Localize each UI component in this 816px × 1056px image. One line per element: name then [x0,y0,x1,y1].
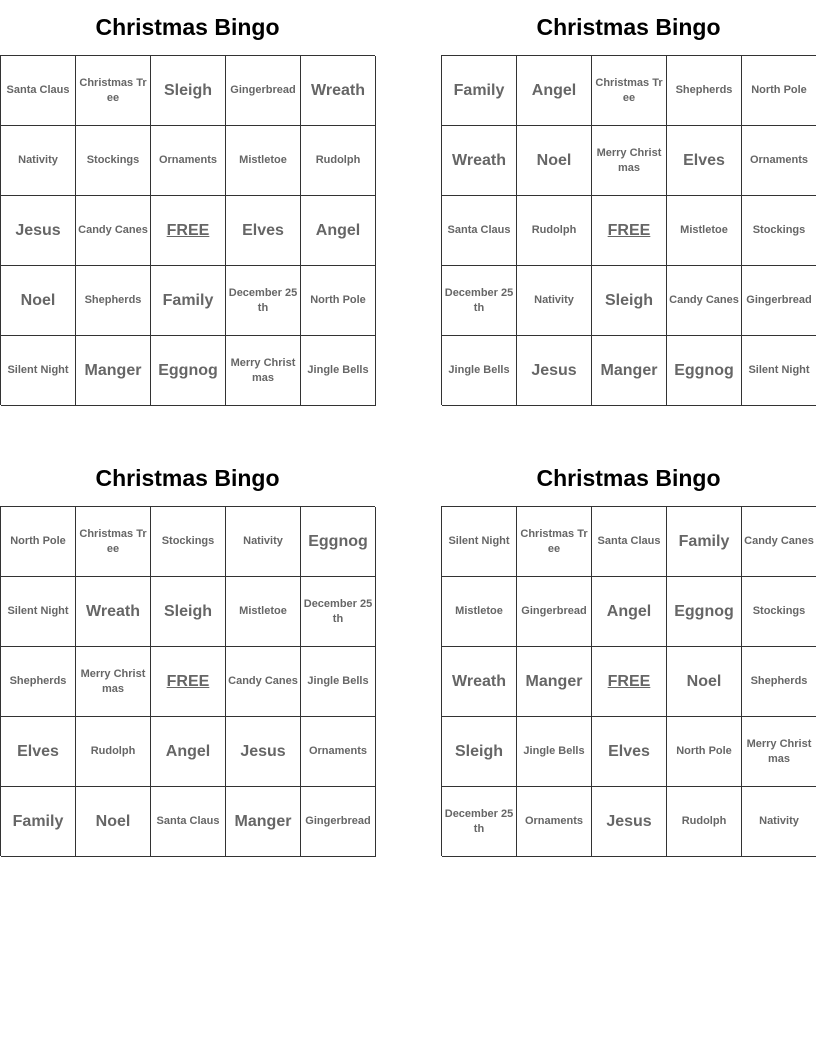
bingo-cell: Christmas Tree [592,56,667,126]
bingo-cell: North Pole [667,717,742,787]
bingo-cell: Santa Claus [442,196,517,266]
bingo-cell: Nativity [742,787,816,857]
bingo-cell: Santa Claus [592,507,667,577]
bingo-cell: Eggnog [151,336,226,406]
bingo-cell: Mistletoe [226,577,301,647]
bingo-cell: North Pole [301,266,376,336]
bingo-cell: Family [151,266,226,336]
bingo-cell: Family [1,787,76,857]
card-title: Christmas Bingo [95,465,280,491]
bingo-cell: Elves [667,126,742,196]
bingo-cell: Family [442,56,517,126]
bingo-cell: Silent Night [442,507,517,577]
bingo-cell: Ornaments [151,126,226,196]
bingo-cell: Rudolph [76,717,151,787]
bingo-cell: Sleigh [151,56,226,126]
card-title: Christmas Bingo [95,14,280,40]
bingo-cell: Silent Night [1,336,76,406]
bingo-cell: Gingerbread [517,577,592,647]
bingo-cell: Jesus [592,787,667,857]
bingo-cell: Stockings [742,196,816,266]
bingo-cell: Christmas Tree [76,56,151,126]
free-space: FREE [592,647,667,717]
bingo-cell: Merry Christmas [592,126,667,196]
bingo-cell: Jingle Bells [442,336,517,406]
bingo-cell: Ornaments [517,787,592,857]
bingo-cell: Gingerbread [742,266,816,336]
bingo-cell: December 25th [226,266,301,336]
bingo-cell: Noel [1,266,76,336]
bingo-cell: Wreath [76,577,151,647]
bingo-cell: Shepherds [742,647,816,717]
bingo-cell: Silent Night [742,336,816,406]
bingo-cell: Shepherds [76,266,151,336]
bingo-cell: Gingerbread [301,787,376,857]
bingo-card-4 [441,451,816,856]
bingo-cell: Sleigh [442,717,517,787]
bingo-cell: Manger [517,647,592,717]
bingo-cell: Elves [1,717,76,787]
bingo-cell: Family [667,507,742,577]
bingo-cell: Candy Canes [76,196,151,266]
card-title: Christmas Bingo [536,465,721,491]
bingo-cell: Stockings [76,126,151,196]
bingo-cell: Manger [76,336,151,406]
bingo-cell: Sleigh [592,266,667,336]
bingo-cell: Eggnog [667,336,742,406]
bingo-cell: Noel [667,647,742,717]
card-title: Christmas Bingo [536,14,721,40]
bingo-grid [441,55,816,405]
bingo-cell: Sleigh [151,577,226,647]
bingo-cell: Merry Christmas [76,647,151,717]
bingo-cell: Jesus [226,717,301,787]
bingo-cell: Angel [151,717,226,787]
bingo-cell: Christmas Tree [517,507,592,577]
bingo-cell: North Pole [1,507,76,577]
bingo-cell: Angel [592,577,667,647]
bingo-cell: Nativity [1,126,76,196]
bingo-cell: Mistletoe [226,126,301,196]
bingo-cell: Santa Claus [1,56,76,126]
bingo-cell: Gingerbread [226,56,301,126]
bingo-cell: North Pole [742,56,816,126]
bingo-cell: Noel [517,126,592,196]
bingo-grid [441,506,816,856]
bingo-cell: Rudolph [517,196,592,266]
bingo-card-1 [0,0,375,405]
free-space: FREE [592,196,667,266]
bingo-cell: Candy Canes [226,647,301,717]
bingo-cell: Rudolph [301,126,376,196]
bingo-grid [0,506,375,856]
bingo-cell: December 25th [442,787,517,857]
bingo-cell: Nativity [517,266,592,336]
bingo-cell: Noel [76,787,151,857]
free-space: FREE [151,196,226,266]
bingo-cell: Shepherds [667,56,742,126]
bingo-cell: Wreath [442,647,517,717]
bingo-cell: Jingle Bells [301,647,376,717]
bingo-cell: Candy Canes [667,266,742,336]
bingo-cell: Santa Claus [151,787,226,857]
bingo-cell: Wreath [442,126,517,196]
bingo-cell: Stockings [742,577,816,647]
bingo-cell: Jesus [517,336,592,406]
bingo-cell: Elves [226,196,301,266]
bingo-cell: December 25th [301,577,376,647]
bingo-cell: Manger [592,336,667,406]
bingo-cell: Elves [592,717,667,787]
bingo-cell: Eggnog [301,507,376,577]
bingo-cell: Merry Christmas [226,336,301,406]
bingo-cell: Jingle Bells [301,336,376,406]
bingo-cell: Wreath [301,56,376,126]
bingo-cell: Nativity [226,507,301,577]
bingo-cell: Merry Christmas [742,717,816,787]
bingo-card-3 [0,451,375,856]
bingo-cell: Shepherds [1,647,76,717]
bingo-card-2 [441,0,816,405]
bingo-cell: Stockings [151,507,226,577]
bingo-cell: Mistletoe [442,577,517,647]
bingo-cell: Angel [517,56,592,126]
free-space: FREE [151,647,226,717]
bingo-cell: December 25th [442,266,517,336]
bingo-cell: Silent Night [1,577,76,647]
bingo-cell: Manger [226,787,301,857]
bingo-cell: Ornaments [301,717,376,787]
bingo-cell: Ornaments [742,126,816,196]
bingo-cell: Mistletoe [667,196,742,266]
bingo-cell: Christmas Tree [76,507,151,577]
bingo-cell: Jingle Bells [517,717,592,787]
bingo-grid [0,55,375,405]
bingo-cell: Candy Canes [742,507,816,577]
bingo-cell: Eggnog [667,577,742,647]
bingo-cell: Angel [301,196,376,266]
bingo-cell: Jesus [1,196,76,266]
bingo-cell: Rudolph [667,787,742,857]
